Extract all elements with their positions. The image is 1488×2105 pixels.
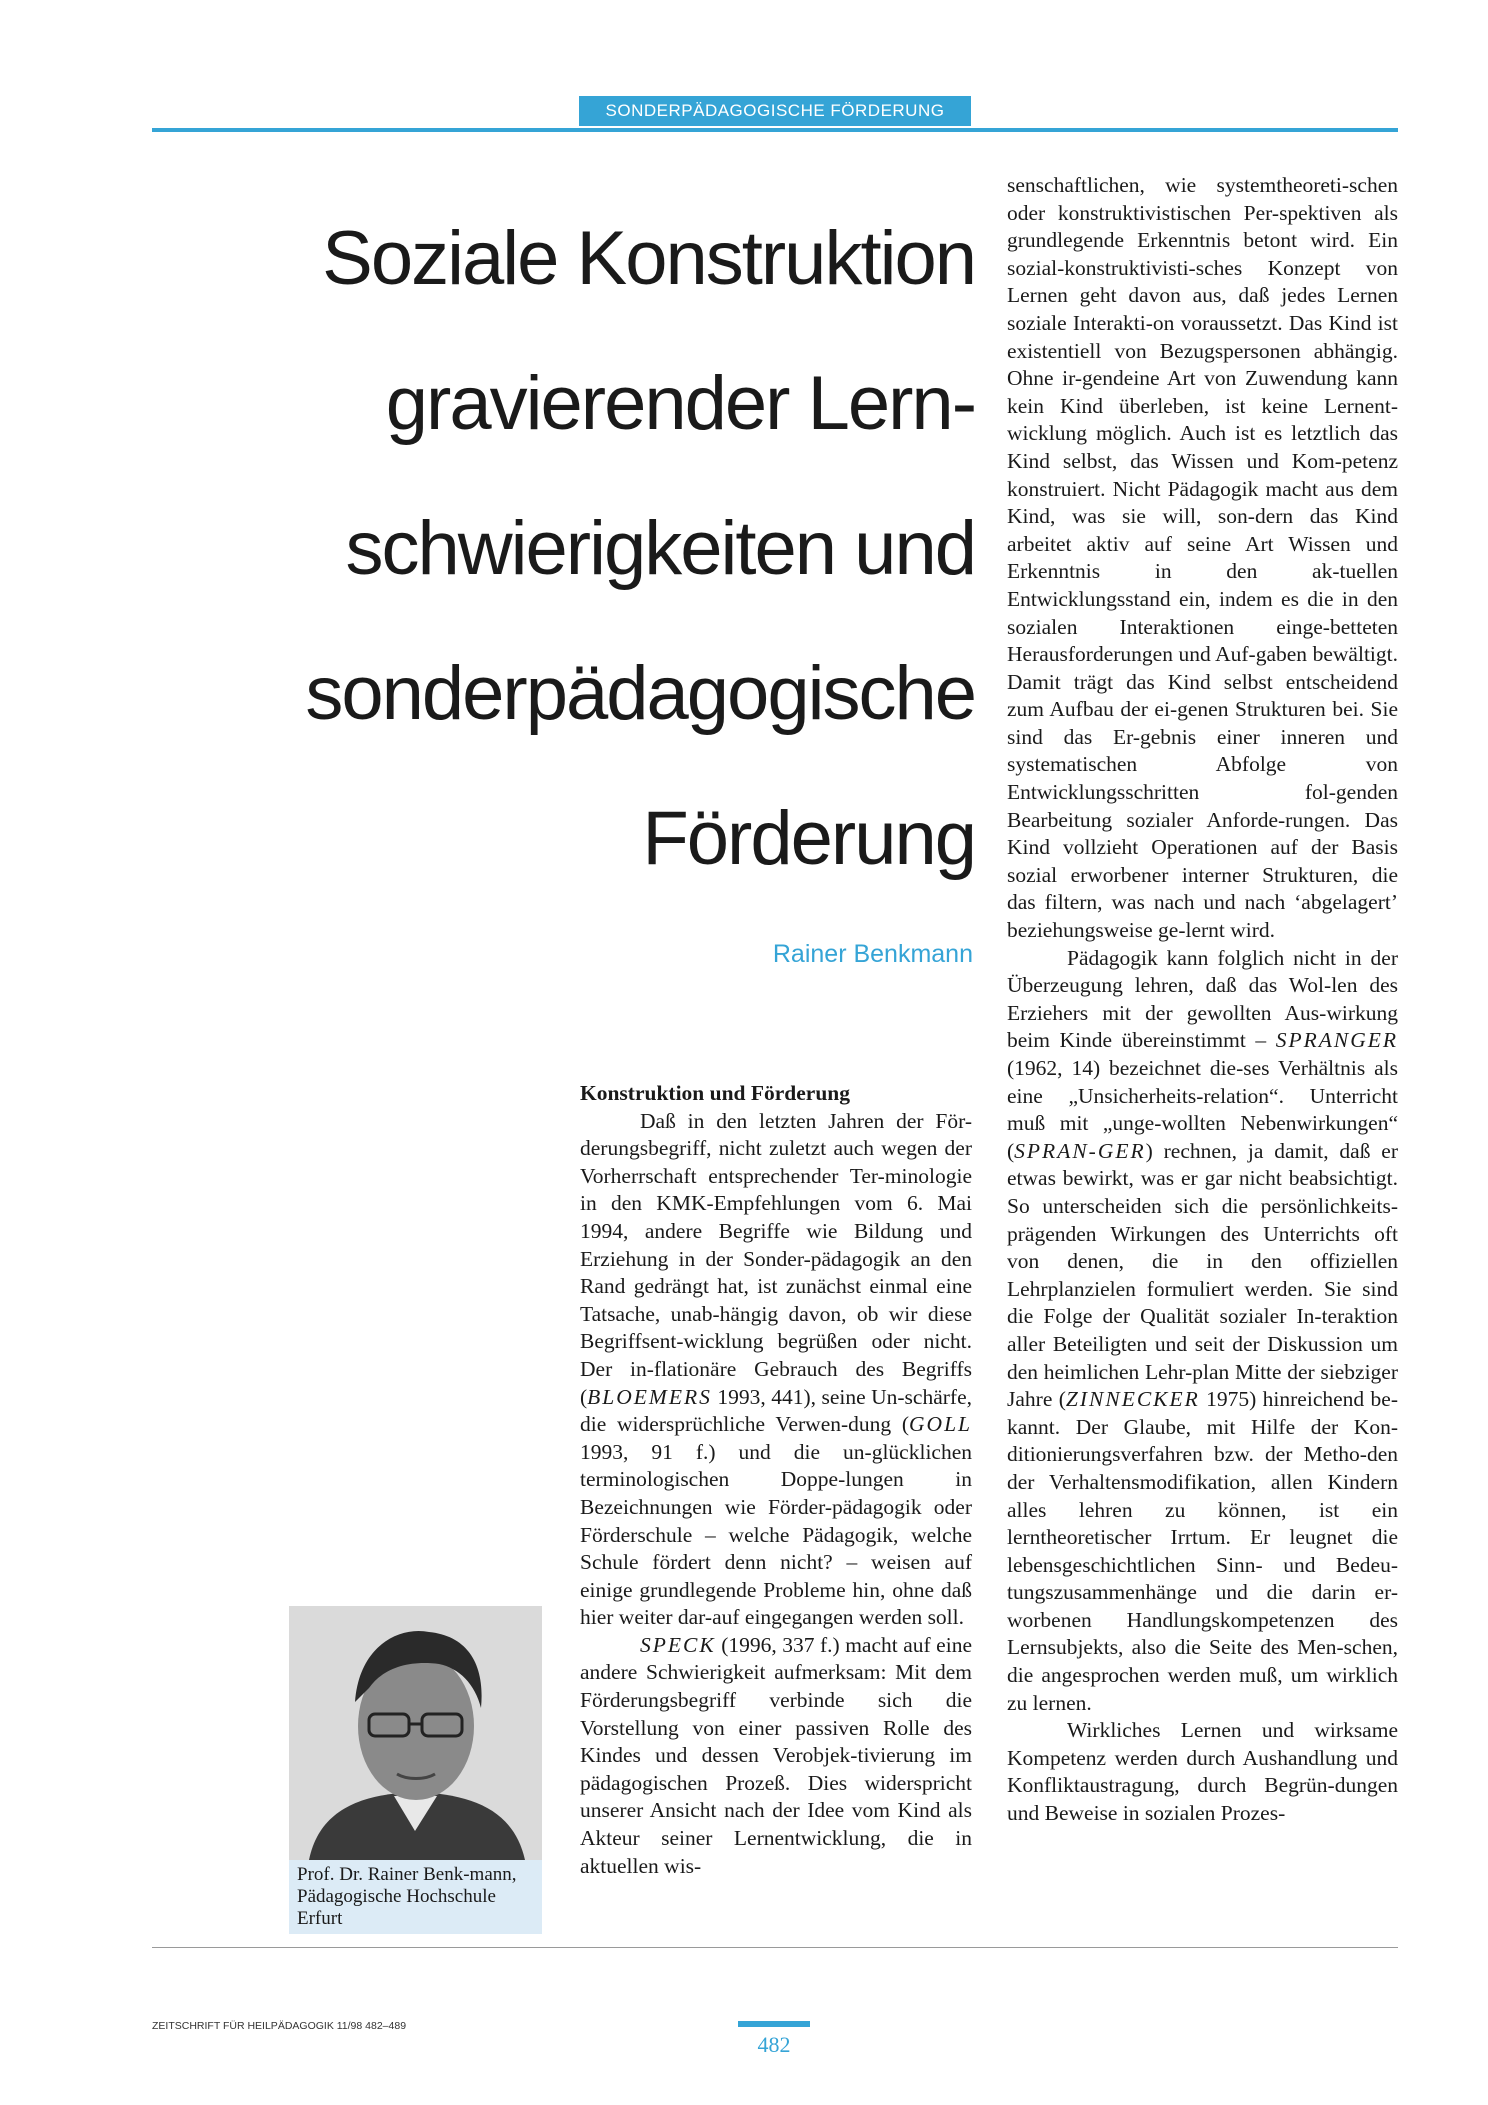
journal-reference: ZEITSCHRIFT FÜR HEILPÄDAGOGIK 11/98 482–489 [152,2020,407,2032]
citation: SPRAN-GER [1014,1138,1146,1163]
header-rule [152,128,1398,132]
footer-rule [152,1947,1398,1948]
page-number: 482 [757,2032,791,2057]
paragraph: Pädagogik kann folglich nicht in der Überzeugung lehren, daß das Wol-len des Erziehers mit der gewollten Aus-wirkung beim Kinde übereinstimmt – SPRANGER (1962, 14) bezeichnet die-ses Verhältnis als eine „Unsicherheits-relation“. Unterricht muß mit „unge-wollten Nebenwirkungen“ (SPRAN-GER) rechnen, ja damit, daß er etwas bewirkt, was er gar nicht beabsichtigt. So unterscheiden sich die persönlichkeits-prägenden Wirkungen des Unterrichts oft von denen, die in den offiziellen Lehrplanzielen formuliert werden. Sie sind die Folge der Qualität sozialer In-teraktion aller Beteiligten und seit der Diskussion um den heimlichen Lehr-plan Mitte der siebziger Jahre (ZINNECKER 1975) hinreichend be-kannt. Der Glaube, mit Hilfe der Kon-ditionierungsverfahren bzw. der Metho-den der Verhaltensmodifikation, allen Kindern alles lehren zu können, ist ein lerntheoretischer Irrtum. Er leugnet die lebensgeschichtlichen Sinn- und Bedeu-tungszusammenhänge und die darin er-worbenen Handlungskompetenzen des Lernsubjekts, also die Seite des Men-schen, die angesprochen werden muß, um wirklich zu lernen. [1007,945,1398,1715]
section-label: SONDERPÄDAGOGISCHE FÖRDERUNG [579,96,971,126]
citation: SPECK [640,1632,716,1657]
paragraph: Daß in den letzten Jahren der För-derungsbegriff, nicht zuletzt auch wegen der Vorherrschaft entsprechender Ter-minologie in den KMK-Empfehlungen vom 6. Mai 1994, andere Begriffe wie Bildung und Erziehung in der Sonder-pädagogik an den Rand gedrängt hat, ist zunächst einmal eine Tatsache, unab-hängig davon, ob wir diese Begriffsent-wicklung begrüßen oder nicht. Der in-flationäre Gebrauch des Begriffs (BLOEMERS 1993, 441), seine Un-schärfe, die widersprüchliche Verwen-dung (GOLL 1993, 91 f.) und die un-glücklichen terminologischen Doppe-lungen in Bezeichnungen wie Förder-pädagogik oder Förderschule – welche Pädagogik, welche Schule fördert denn nicht? – weisen auf einige grundlegende Probleme hin, ohne daß hier weiter dar-auf eingegangen werden soll. [580,1108,972,1630]
citation: GOLL [909,1412,972,1437]
author-photo [289,1606,542,1860]
section-heading: Konstruktion und Förderung [580,1081,851,1105]
author-portrait-image [289,1606,542,1860]
title-line: Soziale Konstruktion [322,216,975,301]
citation: ZINNECKER [1065,1387,1200,1412]
photo-caption: Prof. Dr. Rainer Benk-mann, Pädagogische Hochschule Erfurt [289,1860,542,1934]
paragraph: senschaftlichen, wie systemtheoreti-schen oder konstruktivistischen Per-spektiven als grundlegende Erkenntnis betont wird. Ein sozial-konstruktivisti-sches Konzept von Lernen geht davon aus, daß jedes Lernen soziale Interakti-on voraussetzt. Das Kind ist existentiell von Bezugspersonen abhängig. Ohne ir-gendeine Art von Zuwendung kann kein Kind überleben, ist keine Lernent-wicklung möglich. Auch ist es letztlich das Kind selbst, das Wissen und Kom-petenz konstruiert. Nicht Pädagogik macht aus dem Kind, was sie will, son-dern das Kind arbeitet aktiv auf seine Art Wissen und Erkenntnis in den ak-tuellen Entwicklungsstand ein, indem es die in den sozialen Interaktionen einge-betteten Herausforderungen und Auf-gaben bewältigt. Damit trägt das Kind selbst entscheidend zum Aufbau der ei-genen Strukturen bei. Sie sind das Er-gebnis einer inneren und systematischen Abfolge von Entwicklungsschritten fol-genden Bearbeitung sozialer Anforde-rungen. Das Kind vollzieht Operationen auf der Basis sozial erworbener interner Strukturen, die das filtern, was nach und nach ‘abgelagert’ beziehungsweise ge-lernt wird. [1007,173,1398,943]
citation: SPRANGER [1275,1028,1398,1053]
paragraph: Wirkliches Lernen und wirksame Kompetenz werden durch Aushandlung und Konfliktaustragung, durch Begrün-dungen und Beweise in sozialen Prozes- [1007,1718,1398,1826]
article-title [230,186,975,911]
title-line: schwierigkeiten und [345,506,975,591]
author-name: Rainer Benkmann [772,940,973,968]
page-number-mark [738,2021,810,2027]
text-column-right [1007,172,1398,1828]
paragraph: SPECK (1996, 337 f.) macht auf eine andere Schwierigkeit aufmerksam: Mit dem Förderungsbegriff verbinde sich die Vorstellung von einer passiven Rolle des Kindes und dessen Verobjek-tivierung im pädagogischen Prozeß. Dies widerspricht unserer Ansicht nach der Idee vom Kind als Akteur seiner Lernentwicklung, die in aktuellen wis- [580,1632,972,1878]
text-column-middle [580,1080,972,1880]
citation: BLOEMERS [587,1384,712,1409]
title-line: sonderpädagogische [305,651,975,736]
title-line: Förderung [642,796,975,881]
title-line: gravierender Lern- [385,361,975,446]
